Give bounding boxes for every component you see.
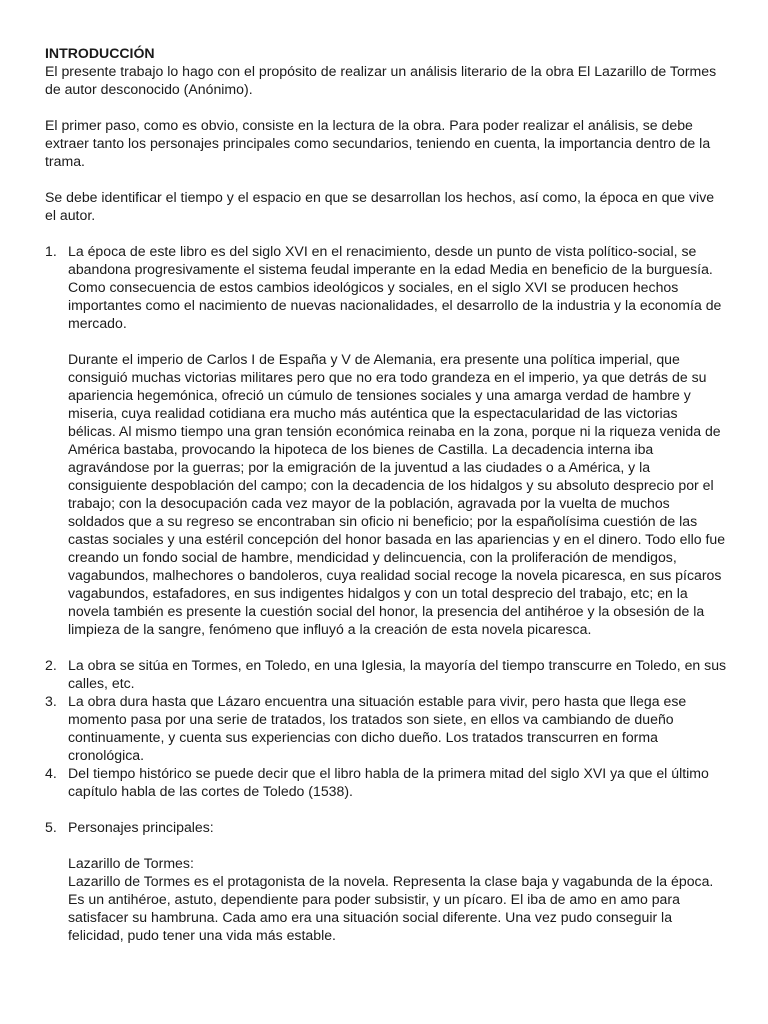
- intro-paragraph-3: Se debe identificar el tiempo y el espacio en que se desarrollan los hechos, así como, la época en que vive el autor.: [45, 189, 715, 223]
- document-title: INTRODUCCIÓN: [45, 45, 155, 61]
- intro-paragraph-2: El primer paso, como es obvio, consiste en la lectura de la obra. Para poder realizar el análisis, se debe extraer tanto los personajes principales como secundarios, teniendo en cuenta, la importancia dentro de la trama.: [45, 117, 711, 169]
- intro-paragraph-1: El presente trabajo lo hago con el propósito de realizar un análisis literario de la obra El Lazarillo de Tormes de autor desconocido (Anónimo).: [45, 63, 717, 97]
- list-item-paragraph: La obra se sitúa en Tormes, en Toledo, en una Iglesia, la mayoría del tiempo transcurre en Toledo, en sus calles, etc.: [68, 657, 727, 691]
- character-name: Lazarillo de Tormes:: [68, 855, 194, 871]
- numbered-list: [45, 242, 728, 944]
- list-item-1: [45, 242, 728, 638]
- list-item-2: [45, 656, 728, 692]
- list-item-paragraph: Del tiempo histórico se puede decir que el libro habla de la primera mitad del siglo XVI ya que el último capítulo habla de las cortes de Toledo (1538).: [68, 765, 709, 799]
- list-item-paragraph: La época de este libro es del siglo XVI en el renacimiento, desde un punto de vista político-social, se abandona progresivamente el sistema feudal imperante en la edad Media en beneficio de la burguesía. Como consecuencia de estos cambios ideológicos y sociales, en el siglo XVI se producen hechos importantes como el nacimiento de nuevas nacionalidades, el desarrollo de la industria y la economía de mercado.: [68, 243, 722, 331]
- character-description: Lazarillo de Tormes es el protagonista de la novela. Representa la clase baja y vagabunda de la época. Es un antihéroe, astuto, dependiente para poder subsistir, y un pícaro. El iba de amo en amo para satisfacer su hambruna. Cada amo era una situación social diferente. Una vez pudo conseguir la felicidad, pudo tener una vida más estable.: [68, 873, 714, 943]
- list-item-paragraph: Durante el imperio de Carlos I de España y V de Alemania, era presente una política imperial, que consiguió muchas victorias militares pero que no era todo grandeza en el imperio, ya que detrás de su apariencia hegemónica, ofreció un cúmulo de tensiones sociales y una amarga verdad de hambre y miseria, cuya realidad cotidiana era mucho más auténtica que la espectacularidad de las victorias bélicas. Al mismo tiempo una gran tensión económica reinaba en la zona, porque ni la riqueza venida de América bastaba, provocando la hipoteca de los bienes de Castilla. La decadencia interna iba agravándose por la guerras; por la emigración de la juventud a las ciudades o a América, y la consiguiente despoblación del campo; con la decadencia de los hidalgos y su absoluto desprecio por el trabajo; con la desocupación cada vez mayor de la población, agravada por la vuelta de muchos soldados que a su regreso se encontraban sin oficio ni beneficio; por la españolísima cuestión de las castas sociales y una estéril concepción del honor basada en las apariencias y en el dinero. Todo ello fue creando un fondo social de hambre, mendicidad y delincuencia, con la proliferación de mendigos, vagabundos, malhechores o bandoleros, cuya realidad social recoge la novela picaresca, en sus pícaros vagabundos, estafadores, en sus indigentes hidalgos y con un total desprecio del trabajo, etc; en la novela también es presente la cuestión social del honor, la presencia del antihéroe y la obsesión de la limpieza de la sangre, fenómeno que influyó a la creación de esta novela picaresca.: [68, 351, 726, 637]
- list-item-4: [45, 764, 728, 800]
- list-item-5: [45, 818, 728, 944]
- list-number: 3.: [45, 693, 57, 709]
- list-number: 4.: [45, 765, 57, 781]
- list-item-paragraph: La obra dura hasta que Lázaro encuentra una situación estable para vivir, pero hasta que llega ese momento pasa por una serie de tratados, los tratados son siete, en ellos va cambiando de dueño continuamente, y cuenta sus experiencias con dicho dueño. Los tratados transcurren en forma cronológica.: [68, 693, 687, 763]
- list-number: 2.: [45, 657, 57, 673]
- list-number: 5.: [45, 819, 57, 835]
- list-number: 1.: [45, 243, 57, 259]
- list-item-paragraph: Personajes principales:: [68, 819, 214, 835]
- list-item-3: [45, 692, 728, 764]
